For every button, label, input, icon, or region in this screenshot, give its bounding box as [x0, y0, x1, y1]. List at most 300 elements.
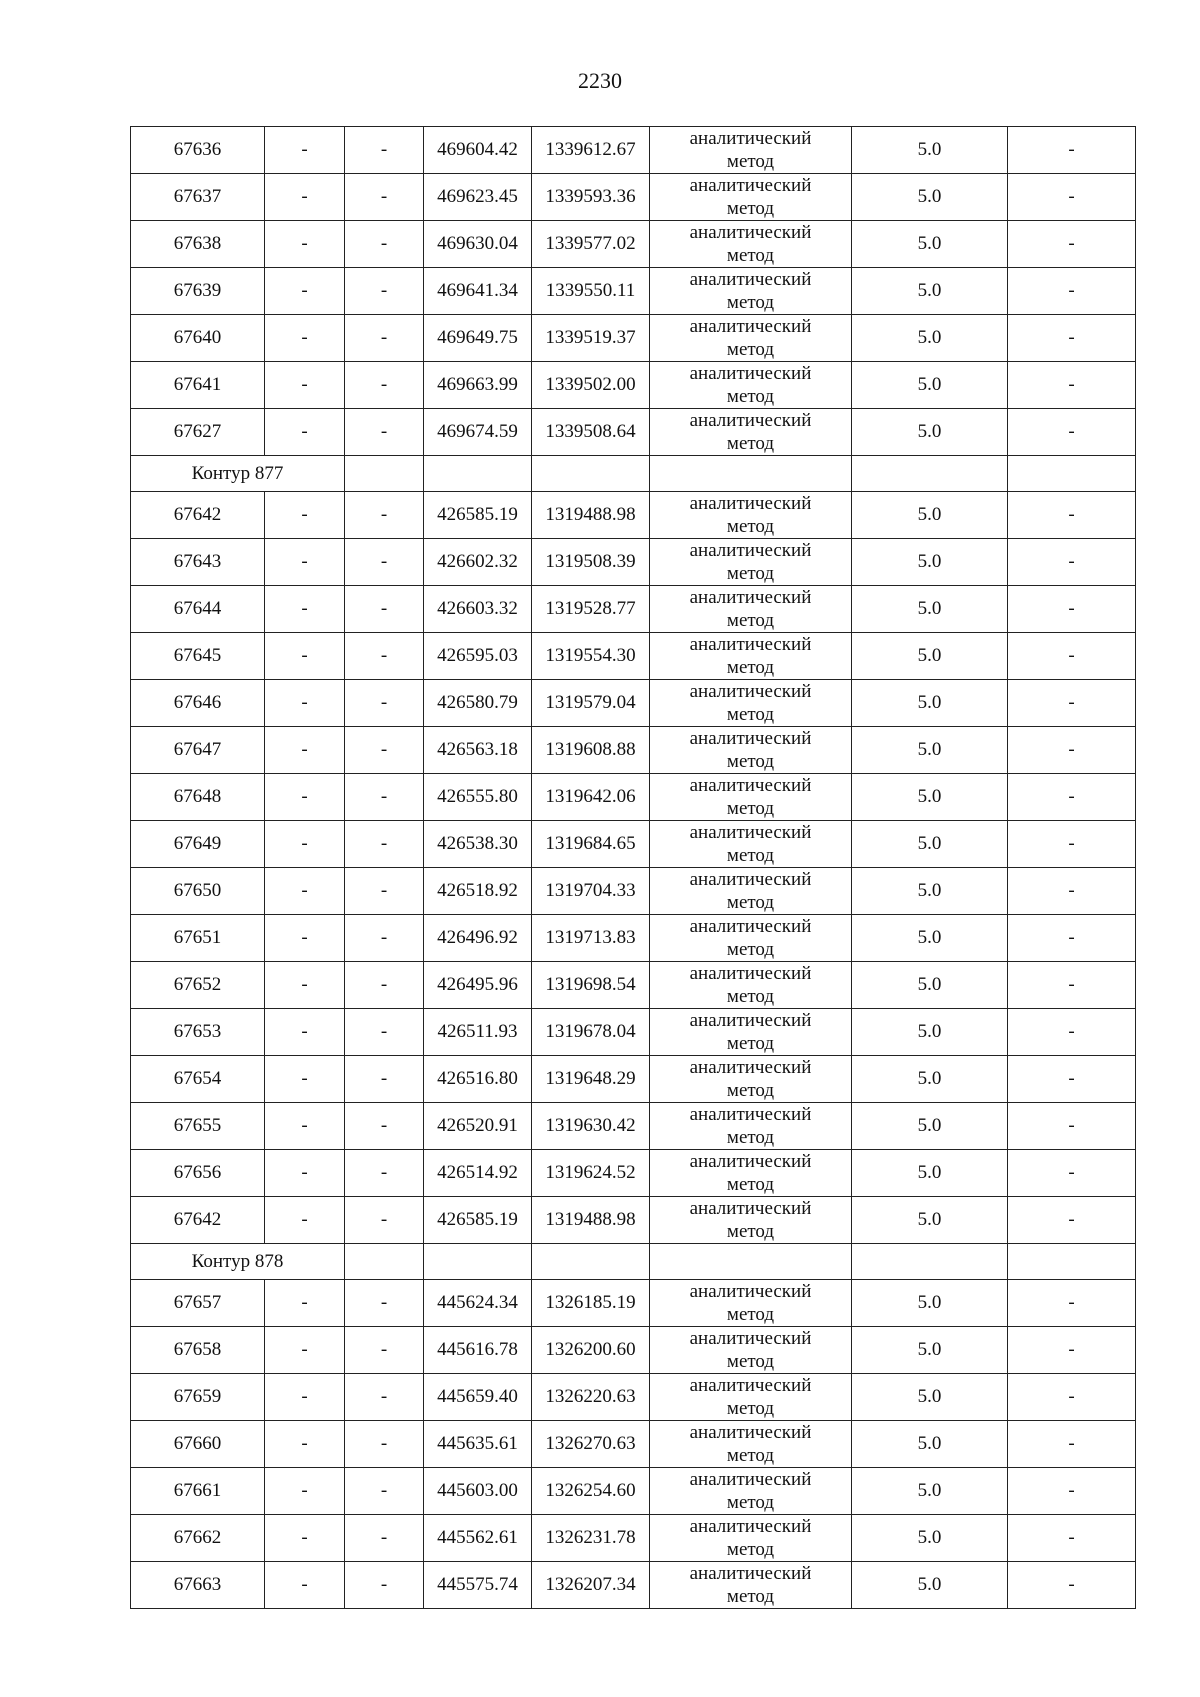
- note-cell: -: [1008, 1197, 1136, 1244]
- x-coordinate-cell: 445659.40: [424, 1374, 532, 1421]
- y-coordinate-cell: 1319508.39: [532, 539, 650, 586]
- method-cell: [650, 539, 852, 586]
- note-cell: -: [1008, 915, 1136, 962]
- method-line-1: аналитический: [689, 1057, 812, 1078]
- note-cell: -: [1008, 409, 1136, 456]
- method-line-2: метод: [726, 845, 775, 866]
- point-id-cell: 67658: [131, 1327, 265, 1374]
- col3-cell: -: [345, 1374, 424, 1421]
- method-cell: [650, 409, 852, 456]
- col2-cell: -: [265, 962, 345, 1009]
- accuracy-cell: 5.0: [852, 821, 1008, 868]
- accuracy-cell: 5.0: [852, 727, 1008, 774]
- method-cell: [650, 1327, 852, 1374]
- x-coordinate-cell: 426603.32: [424, 586, 532, 633]
- note-cell: -: [1008, 1562, 1136, 1609]
- col2-cell: -: [265, 127, 345, 174]
- empty-cell: [532, 1244, 650, 1280]
- table-row: [131, 868, 1136, 915]
- method-line-2: метод: [726, 1398, 775, 1419]
- y-coordinate-cell: 1319624.52: [532, 1150, 650, 1197]
- y-coordinate-cell: 1326254.60: [532, 1468, 650, 1515]
- accuracy-cell: 5.0: [852, 1056, 1008, 1103]
- y-coordinate-cell: 1319678.04: [532, 1009, 650, 1056]
- method-line-2: метод: [726, 1492, 775, 1513]
- x-coordinate-cell: 426518.92: [424, 868, 532, 915]
- method-line-2: метод: [726, 798, 775, 819]
- point-id-cell: 67647: [131, 727, 265, 774]
- y-coordinate-cell: 1319554.30: [532, 633, 650, 680]
- point-id-cell: 67644: [131, 586, 265, 633]
- note-cell: -: [1008, 586, 1136, 633]
- point-id-cell: 67653: [131, 1009, 265, 1056]
- x-coordinate-cell: 445562.61: [424, 1515, 532, 1562]
- accuracy-cell: 5.0: [852, 915, 1008, 962]
- method-cell: [650, 1280, 852, 1327]
- x-coordinate-cell: 445575.74: [424, 1562, 532, 1609]
- point-id-cell: 67645: [131, 633, 265, 680]
- accuracy-cell: 5.0: [852, 633, 1008, 680]
- accuracy-cell: 5.0: [852, 315, 1008, 362]
- empty-cell: [424, 1244, 532, 1280]
- y-coordinate-cell: 1339519.37: [532, 315, 650, 362]
- table-row: [131, 174, 1136, 221]
- method-line-1: аналитический: [689, 728, 812, 749]
- method-line-1: аналитический: [689, 316, 812, 337]
- method-line-1: аналитический: [689, 1422, 812, 1443]
- col2-cell: -: [265, 362, 345, 409]
- col3-cell: -: [345, 774, 424, 821]
- col2-cell: -: [265, 1197, 345, 1244]
- method-line-1: аналитический: [689, 1328, 812, 1349]
- method-line-2: метод: [726, 339, 775, 360]
- y-coordinate-cell: 1319528.77: [532, 586, 650, 633]
- point-id-cell: 67651: [131, 915, 265, 962]
- accuracy-cell: 5.0: [852, 268, 1008, 315]
- point-id-cell: 67659: [131, 1374, 265, 1421]
- empty-cell: [650, 456, 852, 492]
- accuracy-cell: 5.0: [852, 174, 1008, 221]
- method-line-1: аналитический: [689, 540, 812, 561]
- table-row: [131, 127, 1136, 174]
- x-coordinate-cell: 426516.80: [424, 1056, 532, 1103]
- point-id-cell: 67638: [131, 221, 265, 268]
- note-cell: -: [1008, 774, 1136, 821]
- col2-cell: -: [265, 1280, 345, 1327]
- col3-cell: -: [345, 127, 424, 174]
- accuracy-cell: 5.0: [852, 539, 1008, 586]
- note-cell: -: [1008, 1374, 1136, 1421]
- empty-cell: [345, 456, 424, 492]
- method-cell: [650, 1197, 852, 1244]
- x-coordinate-cell: 426514.92: [424, 1150, 532, 1197]
- method-cell: [650, 127, 852, 174]
- note-cell: -: [1008, 1468, 1136, 1515]
- col3-cell: -: [345, 315, 424, 362]
- x-coordinate-cell: 469663.99: [424, 362, 532, 409]
- col2-cell: -: [265, 492, 345, 539]
- x-coordinate-cell: 426585.19: [424, 1197, 532, 1244]
- table-row: [131, 268, 1136, 315]
- point-id-cell: 67627: [131, 409, 265, 456]
- col2-cell: -: [265, 1150, 345, 1197]
- col3-cell: -: [345, 1515, 424, 1562]
- note-cell: -: [1008, 174, 1136, 221]
- accuracy-cell: 5.0: [852, 409, 1008, 456]
- method-cell: [650, 1421, 852, 1468]
- y-coordinate-cell: 1326185.19: [532, 1280, 650, 1327]
- accuracy-cell: 5.0: [852, 586, 1008, 633]
- method-line-1: аналитический: [689, 963, 812, 984]
- col2-cell: -: [265, 539, 345, 586]
- method-line-1: аналитический: [689, 1198, 812, 1219]
- x-coordinate-cell: 426520.91: [424, 1103, 532, 1150]
- note-cell: -: [1008, 727, 1136, 774]
- method-cell: [650, 586, 852, 633]
- x-coordinate-cell: 426585.19: [424, 492, 532, 539]
- col2-cell: -: [265, 1374, 345, 1421]
- method-cell: [650, 315, 852, 362]
- col2-cell: -: [265, 915, 345, 962]
- contour-header-row: [131, 1244, 1136, 1280]
- accuracy-cell: 5.0: [852, 680, 1008, 727]
- method-line-1: аналитический: [689, 363, 812, 384]
- point-id-cell: 67646: [131, 680, 265, 727]
- table-row: [131, 221, 1136, 268]
- method-cell: [650, 1562, 852, 1609]
- y-coordinate-cell: 1326207.34: [532, 1562, 650, 1609]
- note-cell: -: [1008, 315, 1136, 362]
- y-coordinate-cell: 1339502.00: [532, 362, 650, 409]
- col3-cell: -: [345, 586, 424, 633]
- method-line-2: метод: [726, 1304, 775, 1325]
- method-cell: [650, 1103, 852, 1150]
- table-row: [131, 1515, 1136, 1562]
- note-cell: -: [1008, 127, 1136, 174]
- col2-cell: -: [265, 1468, 345, 1515]
- accuracy-cell: 5.0: [852, 1280, 1008, 1327]
- x-coordinate-cell: 469604.42: [424, 127, 532, 174]
- table-row: [131, 1421, 1136, 1468]
- y-coordinate-cell: 1319698.54: [532, 962, 650, 1009]
- table-row: [131, 409, 1136, 456]
- y-coordinate-cell: 1319488.98: [532, 1197, 650, 1244]
- point-id-cell: 67654: [131, 1056, 265, 1103]
- y-coordinate-cell: 1326220.63: [532, 1374, 650, 1421]
- note-cell: -: [1008, 1327, 1136, 1374]
- method-cell: [650, 633, 852, 680]
- table-row: [131, 633, 1136, 680]
- col3-cell: -: [345, 492, 424, 539]
- col2-cell: -: [265, 409, 345, 456]
- method-line-2: метод: [726, 892, 775, 913]
- method-line-2: метод: [726, 1586, 775, 1607]
- method-cell: [650, 868, 852, 915]
- col2-cell: -: [265, 1056, 345, 1103]
- table-row: [131, 1374, 1136, 1421]
- col2-cell: -: [265, 1421, 345, 1468]
- method-cell: [650, 1515, 852, 1562]
- note-cell: -: [1008, 268, 1136, 315]
- col2-cell: -: [265, 1327, 345, 1374]
- point-id-cell: 67643: [131, 539, 265, 586]
- method-cell: [650, 221, 852, 268]
- y-coordinate-cell: 1339612.67: [532, 127, 650, 174]
- note-cell: -: [1008, 821, 1136, 868]
- note-cell: -: [1008, 633, 1136, 680]
- accuracy-cell: 5.0: [852, 1515, 1008, 1562]
- table-row: [131, 1009, 1136, 1056]
- method-cell: [650, 915, 852, 962]
- accuracy-cell: 5.0: [852, 1421, 1008, 1468]
- empty-cell: [345, 1244, 424, 1280]
- col2-cell: -: [265, 174, 345, 221]
- method-line-1: аналитический: [689, 1516, 812, 1537]
- col3-cell: -: [345, 1421, 424, 1468]
- empty-cell: [1008, 456, 1136, 492]
- accuracy-cell: 5.0: [852, 1374, 1008, 1421]
- method-line-1: аналитический: [689, 175, 812, 196]
- y-coordinate-cell: 1326200.60: [532, 1327, 650, 1374]
- x-coordinate-cell: 469623.45: [424, 174, 532, 221]
- method-cell: [650, 1009, 852, 1056]
- point-id-cell: 67641: [131, 362, 265, 409]
- point-id-cell: 67648: [131, 774, 265, 821]
- x-coordinate-cell: 445616.78: [424, 1327, 532, 1374]
- col2-cell: -: [265, 1103, 345, 1150]
- method-line-1: аналитический: [689, 775, 812, 796]
- method-line-2: метод: [726, 292, 775, 313]
- col2-cell: -: [265, 268, 345, 315]
- col2-cell: -: [265, 586, 345, 633]
- point-id-cell: 67661: [131, 1468, 265, 1515]
- col3-cell: -: [345, 1327, 424, 1374]
- y-coordinate-cell: 1319684.65: [532, 821, 650, 868]
- method-cell: [650, 268, 852, 315]
- method-line-2: метод: [726, 751, 775, 772]
- accuracy-cell: 5.0: [852, 1468, 1008, 1515]
- col3-cell: -: [345, 174, 424, 221]
- col3-cell: -: [345, 1468, 424, 1515]
- point-id-cell: 67640: [131, 315, 265, 362]
- col2-cell: -: [265, 821, 345, 868]
- point-id-cell: 67650: [131, 868, 265, 915]
- col3-cell: -: [345, 1197, 424, 1244]
- accuracy-cell: 5.0: [852, 1103, 1008, 1150]
- y-coordinate-cell: 1319642.06: [532, 774, 650, 821]
- coordinates-table: [130, 126, 1136, 1609]
- col3-cell: -: [345, 1562, 424, 1609]
- method-line-2: метод: [726, 1174, 775, 1195]
- table-row: [131, 1103, 1136, 1150]
- method-line-1: аналитический: [689, 822, 812, 843]
- col3-cell: -: [345, 1009, 424, 1056]
- contour-label: Контур 877: [131, 456, 345, 492]
- note-cell: -: [1008, 1515, 1136, 1562]
- accuracy-cell: 5.0: [852, 492, 1008, 539]
- point-id-cell: 67642: [131, 492, 265, 539]
- empty-cell: [650, 1244, 852, 1280]
- y-coordinate-cell: 1319630.42: [532, 1103, 650, 1150]
- x-coordinate-cell: 426538.30: [424, 821, 532, 868]
- method-line-2: метод: [726, 151, 775, 172]
- table-row: [131, 821, 1136, 868]
- method-cell: [650, 1374, 852, 1421]
- table-row: [131, 962, 1136, 1009]
- table-row: [131, 915, 1136, 962]
- method-cell: [650, 1150, 852, 1197]
- col3-cell: -: [345, 962, 424, 1009]
- empty-cell: [424, 456, 532, 492]
- accuracy-cell: 5.0: [852, 1009, 1008, 1056]
- x-coordinate-cell: 469641.34: [424, 268, 532, 315]
- method-line-1: аналитический: [689, 1375, 812, 1396]
- table-row: [131, 1562, 1136, 1609]
- col2-cell: -: [265, 774, 345, 821]
- method-cell: [650, 962, 852, 1009]
- point-id-cell: 67660: [131, 1421, 265, 1468]
- point-id-cell: 67656: [131, 1150, 265, 1197]
- y-coordinate-cell: 1319608.88: [532, 727, 650, 774]
- empty-cell: [852, 1244, 1008, 1280]
- x-coordinate-cell: 469674.59: [424, 409, 532, 456]
- method-line-2: метод: [726, 1351, 775, 1372]
- method-line-1: аналитический: [689, 1010, 812, 1031]
- method-cell: [650, 492, 852, 539]
- method-line-2: метод: [726, 1080, 775, 1101]
- table-row: [131, 492, 1136, 539]
- x-coordinate-cell: 426563.18: [424, 727, 532, 774]
- point-id-cell: 67657: [131, 1280, 265, 1327]
- method-line-2: метод: [726, 245, 775, 266]
- method-cell: [650, 1468, 852, 1515]
- method-line-2: метод: [726, 704, 775, 725]
- y-coordinate-cell: 1319713.83: [532, 915, 650, 962]
- col3-cell: -: [345, 1150, 424, 1197]
- method-line-2: метод: [726, 939, 775, 960]
- method-line-2: метод: [726, 1539, 775, 1560]
- table-row: [131, 1197, 1136, 1244]
- method-line-1: аналитический: [689, 634, 812, 655]
- col3-cell: -: [345, 221, 424, 268]
- table-row: [131, 727, 1136, 774]
- table-row: [131, 680, 1136, 727]
- accuracy-cell: 5.0: [852, 1562, 1008, 1609]
- col3-cell: -: [345, 409, 424, 456]
- note-cell: -: [1008, 1103, 1136, 1150]
- method-line-1: аналитический: [689, 1281, 812, 1302]
- table-row: [131, 1327, 1136, 1374]
- x-coordinate-cell: 426595.03: [424, 633, 532, 680]
- col3-cell: -: [345, 727, 424, 774]
- col2-cell: -: [265, 315, 345, 362]
- accuracy-cell: 5.0: [852, 221, 1008, 268]
- contour-header-row: [131, 456, 1136, 492]
- method-line-2: метод: [726, 433, 775, 454]
- method-line-1: аналитический: [689, 222, 812, 243]
- method-line-2: метод: [726, 1221, 775, 1242]
- table-row: [131, 315, 1136, 362]
- y-coordinate-cell: 1319579.04: [532, 680, 650, 727]
- col3-cell: -: [345, 362, 424, 409]
- col2-cell: -: [265, 727, 345, 774]
- col2-cell: -: [265, 1515, 345, 1562]
- note-cell: -: [1008, 492, 1136, 539]
- x-coordinate-cell: 469630.04: [424, 221, 532, 268]
- x-coordinate-cell: 426602.32: [424, 539, 532, 586]
- method-line-2: метод: [726, 563, 775, 584]
- accuracy-cell: 5.0: [852, 1150, 1008, 1197]
- note-cell: -: [1008, 1280, 1136, 1327]
- method-cell: [650, 727, 852, 774]
- col2-cell: -: [265, 1009, 345, 1056]
- col3-cell: -: [345, 1056, 424, 1103]
- x-coordinate-cell: 426496.92: [424, 915, 532, 962]
- method-line-2: метод: [726, 1127, 775, 1148]
- col2-cell: -: [265, 221, 345, 268]
- table-row: [131, 1468, 1136, 1515]
- x-coordinate-cell: 445624.34: [424, 1280, 532, 1327]
- note-cell: -: [1008, 1421, 1136, 1468]
- method-line-1: аналитический: [689, 410, 812, 431]
- col2-cell: -: [265, 633, 345, 680]
- point-id-cell: 67642: [131, 1197, 265, 1244]
- note-cell: -: [1008, 680, 1136, 727]
- col3-cell: -: [345, 915, 424, 962]
- table-row: [131, 362, 1136, 409]
- col3-cell: -: [345, 680, 424, 727]
- accuracy-cell: 5.0: [852, 962, 1008, 1009]
- point-id-cell: 67652: [131, 962, 265, 1009]
- table-row: [131, 586, 1136, 633]
- y-coordinate-cell: 1339577.02: [532, 221, 650, 268]
- y-coordinate-cell: 1319704.33: [532, 868, 650, 915]
- col2-cell: -: [265, 680, 345, 727]
- method-line-1: аналитический: [689, 493, 812, 514]
- method-line-1: аналитический: [689, 269, 812, 290]
- method-line-1: аналитический: [689, 1151, 812, 1172]
- table-row: [131, 1280, 1136, 1327]
- method-line-2: метод: [726, 198, 775, 219]
- method-line-1: аналитический: [689, 1104, 812, 1125]
- point-id-cell: 67639: [131, 268, 265, 315]
- accuracy-cell: 5.0: [852, 1327, 1008, 1374]
- method-line-2: метод: [726, 610, 775, 631]
- empty-cell: [1008, 1244, 1136, 1280]
- method-cell: [650, 821, 852, 868]
- empty-cell: [532, 456, 650, 492]
- x-coordinate-cell: 426495.96: [424, 962, 532, 1009]
- method-cell: [650, 362, 852, 409]
- y-coordinate-cell: 1339593.36: [532, 174, 650, 221]
- col3-cell: -: [345, 1103, 424, 1150]
- method-cell: [650, 680, 852, 727]
- x-coordinate-cell: 445603.00: [424, 1468, 532, 1515]
- y-coordinate-cell: 1339508.64: [532, 409, 650, 456]
- accuracy-cell: 5.0: [852, 868, 1008, 915]
- method-cell: [650, 174, 852, 221]
- x-coordinate-cell: 469649.75: [424, 315, 532, 362]
- method-line-2: метод: [726, 986, 775, 1007]
- note-cell: -: [1008, 221, 1136, 268]
- accuracy-cell: 5.0: [852, 127, 1008, 174]
- table-row: [131, 1056, 1136, 1103]
- y-coordinate-cell: 1339550.11: [532, 268, 650, 315]
- method-line-1: аналитический: [689, 128, 812, 149]
- note-cell: -: [1008, 362, 1136, 409]
- empty-cell: [852, 456, 1008, 492]
- y-coordinate-cell: 1326270.63: [532, 1421, 650, 1468]
